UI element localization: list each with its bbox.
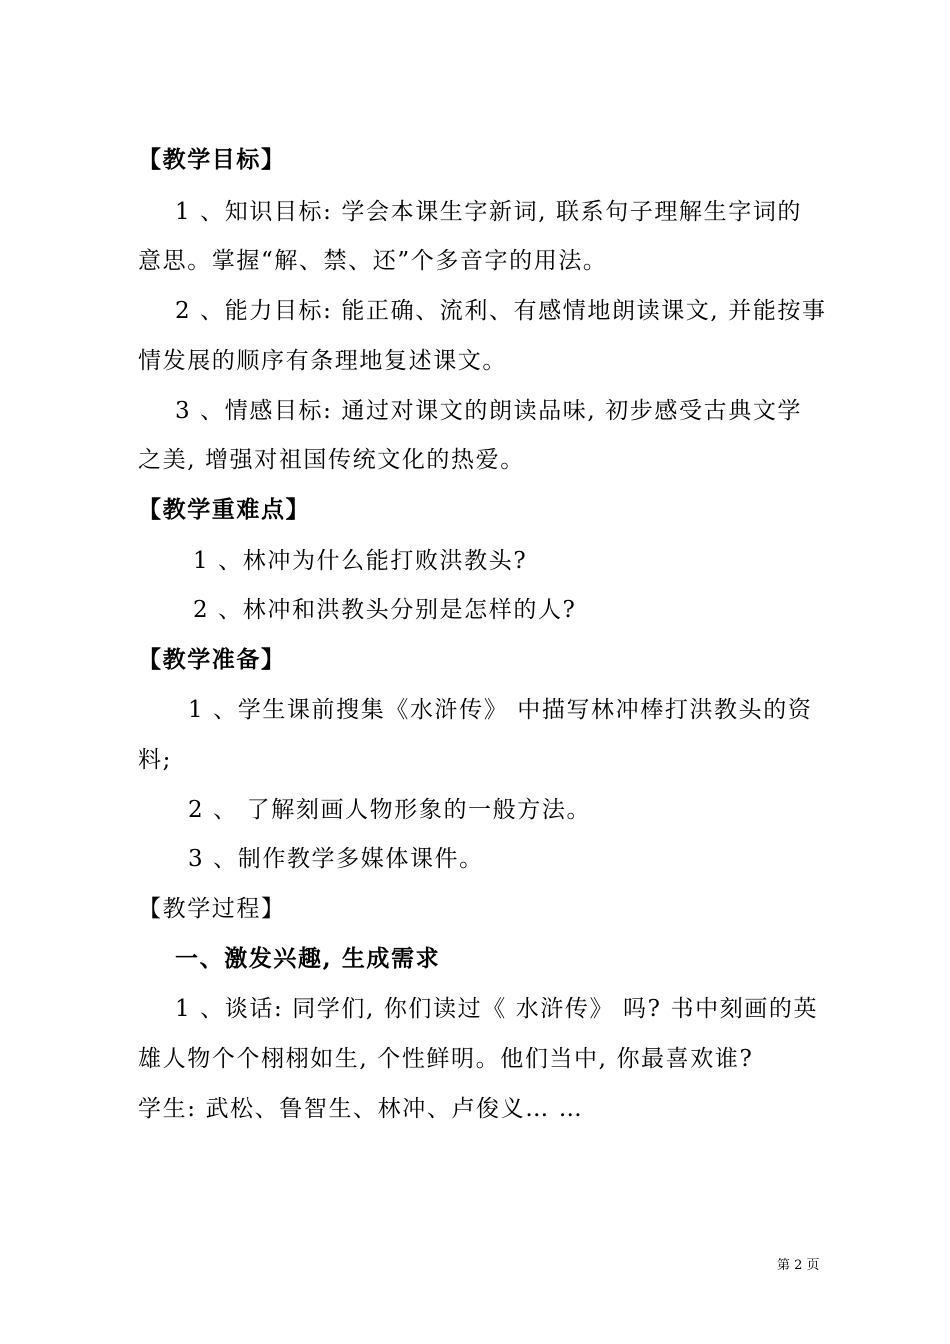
objective-ability-line-2: 情发展的顺序有条理地复述课文。 <box>138 348 507 374</box>
page-number: 第 2 页 <box>777 1258 820 1273</box>
heading-preparation: 【教学准备】 <box>138 646 286 673</box>
preparation-item-1-line-1: 1 、学生课前搜集《水浒传》 中描写林冲棒打洪教头的资 <box>188 697 813 723</box>
objective-knowledge-line-1: 1 、知识目标: 学会本课生字新词, 联系句子理解生字词的 <box>175 199 803 225</box>
key-point-item-1: 1 、林冲为什么能打败洪教头? <box>193 548 528 574</box>
objective-knowledge-line-2: 意思。掌握“解、禁、还”个多音字的用法。 <box>138 248 608 274</box>
heading-key-points: 【教学重难点】 <box>138 496 311 523</box>
objective-emotion-line-2: 之美, 增强对祖国传统文化的热爱。 <box>138 447 525 473</box>
process-paragraph-line-3: 学生: 武松、鲁智生、林冲、卢俊义… … <box>138 1096 584 1122</box>
objective-emotion-line-1: 3 、情感目标: 通过对课文的朗读品味, 初步感受古典文学 <box>175 398 803 424</box>
key-point-item-2: 2 、林冲和洪教头分别是怎样的人? <box>193 597 577 623</box>
heading-teaching-objectives: 【教学目标】 <box>138 146 286 173</box>
heading-teaching-process: 【教学过程】 <box>138 896 286 922</box>
process-paragraph-line-1: 1 、谈话: 同学们, 你们读过《 水浒传》 吗? 书中刻画的英 <box>175 996 819 1022</box>
preparation-item-3: 3 、制作教学多媒体课件。 <box>188 846 484 872</box>
preparation-item-2: 2 、 了解刻画人物形象的一般方法。 <box>188 797 592 823</box>
process-paragraph-line-2: 雄人物个个栩栩如生, 个性鲜明。他们当中, 你最喜欢谁? <box>138 1046 754 1072</box>
preparation-item-1-line-2: 料; <box>138 747 172 773</box>
objective-ability-line-1: 2 、能力目标: 能正确、流利、有感情地朗读课文, 并能按事 <box>175 298 827 324</box>
process-subheading-1: 一、激发兴趣, 生成需求 <box>175 945 441 972</box>
